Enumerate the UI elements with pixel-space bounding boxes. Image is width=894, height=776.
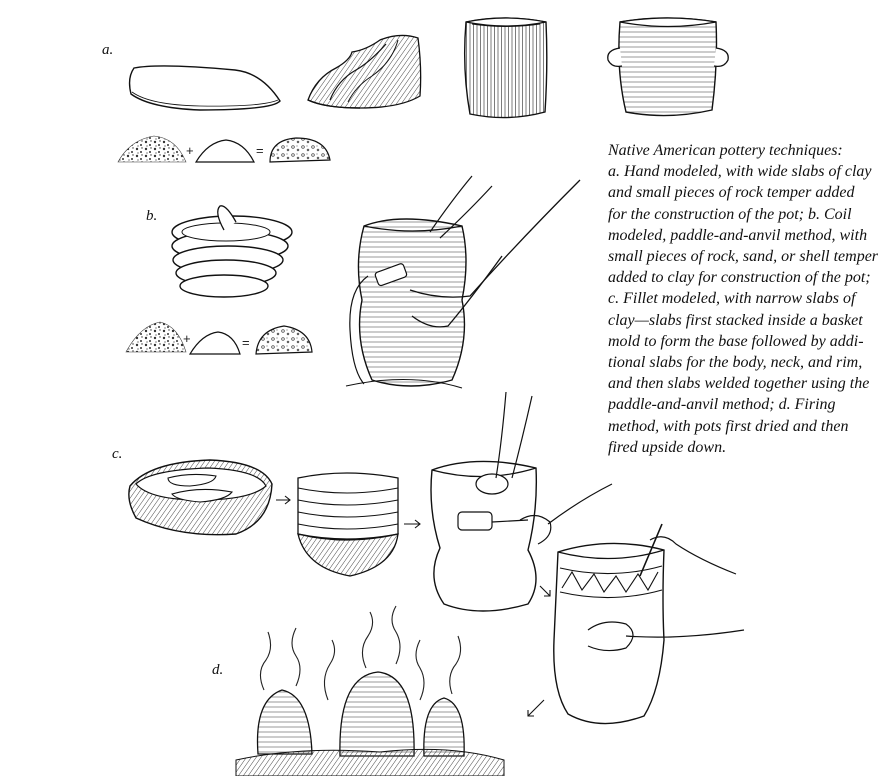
caption-line: paddle-and-anvil method; d. Firing: [608, 396, 836, 414]
caption-line: a. Hand modeled, with wide slabs of clay: [608, 163, 872, 181]
clay-slab-folding: [308, 35, 421, 108]
slab-pot-with-lugs: [608, 18, 729, 116]
caption-line: clay—slabs first stacked inside a basket: [608, 311, 863, 329]
arrow-right-1: [276, 496, 290, 504]
coil-pot: [172, 206, 292, 297]
paddle-anvil-pot: [346, 176, 580, 388]
temper-equation-a: [118, 136, 330, 162]
caption-line: tional slabs for the body, neck, and rim,: [608, 354, 863, 372]
arrow-down-right: [540, 586, 550, 596]
equals-sign-b: =: [242, 335, 250, 350]
caption-line: fired upside down.: [608, 438, 727, 456]
caption-line: method, with pots first dried and then: [608, 417, 849, 435]
caption-line: and small pieces of rock temper added: [608, 184, 855, 202]
stacked-slabs-in-basket: [298, 473, 398, 576]
arrow-right-2: [404, 520, 420, 528]
figure-caption: [608, 140, 894, 485]
rock-temper-pile: [118, 136, 186, 162]
clay-lump-b: [190, 332, 240, 354]
paddle-c: [458, 512, 492, 530]
panel-label-c: c.: [112, 446, 123, 462]
caption-line: and then slabs welded together using the: [608, 375, 870, 393]
temper-equation-b: [126, 322, 312, 354]
clay-slab-flat: [130, 66, 280, 110]
panel-label-d: d.: [212, 662, 224, 678]
anvil-stone: [476, 474, 508, 494]
panel-label-a: a.: [102, 42, 114, 58]
plus-sign: +: [186, 143, 194, 158]
tempered-clay-lump-b: [256, 326, 312, 354]
caption-line: c. Fillet modeled, with narrow slabs of: [608, 290, 856, 308]
panel-label-b: b.: [146, 208, 158, 224]
shell-temper-pile: [126, 322, 186, 352]
caption-line: added to clay for construction of the pot;: [608, 269, 871, 287]
caption-line: Native American pottery techniques:: [608, 142, 843, 159]
plus-sign-b: +: [183, 331, 191, 346]
fuel-bed: [236, 749, 504, 776]
clay-lump: [196, 140, 254, 162]
basket-mold: [298, 534, 398, 576]
caption-line: modeled, paddle-and-anvil method, with: [608, 226, 868, 244]
decorated-pot-incising: [554, 524, 744, 724]
arrow-down-left: [528, 700, 544, 716]
slab-pot-square: [465, 18, 547, 118]
equals-sign: =: [256, 143, 264, 158]
caption-line: for the construction of the pot; b. Coil: [608, 205, 852, 223]
firing-pots-inverted: [236, 606, 504, 776]
caption-line: mold to form the base followed by addi-: [608, 332, 864, 350]
caption-line: small pieces of rock, sand, or shell temper: [608, 248, 879, 266]
slab-base-stone: [129, 460, 272, 535]
tempered-clay-lump: [270, 138, 330, 162]
